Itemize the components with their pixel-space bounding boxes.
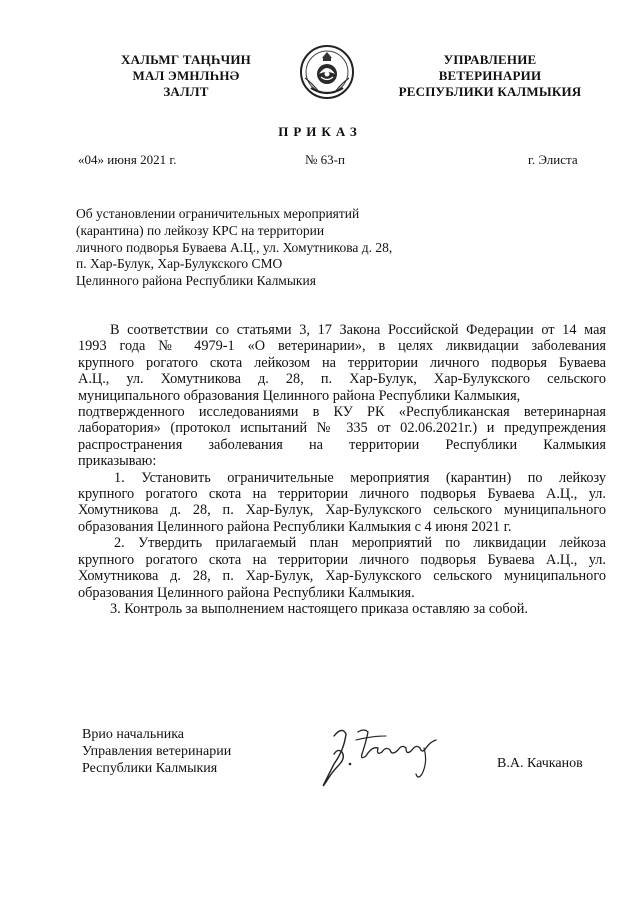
body-line: крупного рогатого скота на территории личного подворья Буваева А.Ц., ул. bbox=[78, 551, 606, 568]
body-line: образования Целинного района Республики Калмыкия. bbox=[78, 584, 415, 601]
document-number: № 63-п bbox=[305, 152, 345, 167]
body-line: лаборатория» (протокол испытаний № 335 от 02.06.2021г.) и предупреждения bbox=[78, 420, 606, 437]
header-right-line: РЕСПУБЛИКИ КАЛМЫКИЯ bbox=[398, 84, 582, 99]
header-right-org-name-russian bbox=[392, 52, 588, 100]
order-item-3 bbox=[78, 601, 606, 617]
subject-line: Об установлении ограничительных мероприятий bbox=[76, 206, 360, 221]
order-item-2 bbox=[78, 535, 606, 601]
document-subject bbox=[76, 206, 436, 290]
document-title: ПРИКАЗ bbox=[278, 124, 362, 139]
body-line: приказываю: bbox=[78, 453, 157, 470]
subject-line: п. Хар-Булук, Хар-Булукского СМО bbox=[76, 256, 283, 272]
position-line: Врио начальника bbox=[82, 727, 185, 742]
signatory-position bbox=[82, 727, 231, 777]
document-city: г. Элиста bbox=[528, 152, 578, 167]
header-left-org-name-kalmyk bbox=[92, 52, 280, 100]
body-line: крупного рогатого скота лейкозом на территории личного подворья Буваева bbox=[78, 354, 606, 371]
body-line: образования Целинного района Республики Калмыкия с 4 июня 2021 г. bbox=[78, 518, 512, 535]
position-line: Республики Калмыкия bbox=[82, 760, 218, 776]
header-left-line: ХАЛЬМГ ТАҢҺЧИН bbox=[121, 52, 251, 67]
document-body bbox=[78, 322, 606, 617]
body-line: крупного рогатого скота на территории личного подворья Буваева А.Ц., ул. bbox=[78, 486, 606, 503]
body-line: 3. Контроль за выполнением настоящего приказа оставляю за собой. bbox=[110, 600, 529, 617]
preamble-paragraph bbox=[78, 322, 606, 470]
subject-line: (карантина) по лейкозу КРС на территории bbox=[76, 222, 325, 238]
subject-line: Целинного района Республики Калмыкия bbox=[76, 273, 316, 289]
body-line: 1993 года № 4979-1 «О ветеринарии», в целях ликвидации заболевания bbox=[78, 338, 606, 355]
body-line: 1. Установить ограничительные мероприятия (карантин) по лейкозу bbox=[114, 469, 606, 486]
header-left-line: ЗАЛЛТ bbox=[163, 84, 209, 99]
signatory-name: В.А. Качканов bbox=[497, 756, 583, 771]
header-left-line: МАЛ ЭМНЛҺНӘ bbox=[132, 68, 240, 83]
position-line: Управления ветеринарии bbox=[82, 743, 232, 759]
body-line: 2. Утвердить прилагаемый план мероприятий по ликвидации лейкоза bbox=[114, 535, 606, 552]
body-line: В соответствии со статьями 3, 17 Закона Российской Федерации от 14 мая bbox=[110, 322, 606, 338]
body-line: А.Ц., ул. Хомутникова д. 28, п. Хар-Булук, Хар-Булукского сельского bbox=[78, 371, 606, 388]
order-item-1 bbox=[78, 470, 606, 536]
body-line: подтвержденного исследованиями в КУ РК «Республиканская ветеринарная bbox=[78, 404, 606, 421]
header-right-line: ВЕТЕРИНАРИИ bbox=[438, 68, 542, 83]
handwritten-signature-icon bbox=[312, 718, 462, 790]
body-line: Хомутникова д. 28, п. Хар-Булук, Хар-Булукского сельского муниципального bbox=[78, 502, 606, 519]
body-line: распространения заболевания на территории Республики Калмыкия bbox=[78, 436, 606, 453]
kalmykia-coat-of-arms-icon bbox=[299, 44, 355, 100]
header-right-line: УПРАВЛЕНИЕ bbox=[443, 52, 537, 67]
body-line: Хомутникова д. 28, п. Хар-Булук, Хар-Булукского сельского муниципального bbox=[78, 568, 606, 585]
body-line: муниципального образования Целинного района Республики Калмыкия, bbox=[78, 387, 521, 404]
subject-line: личного подворья Буваева А.Ц., ул. Хомутникова д. 28, bbox=[76, 239, 393, 255]
document-date: «04» июня 2021 г. bbox=[78, 152, 177, 167]
